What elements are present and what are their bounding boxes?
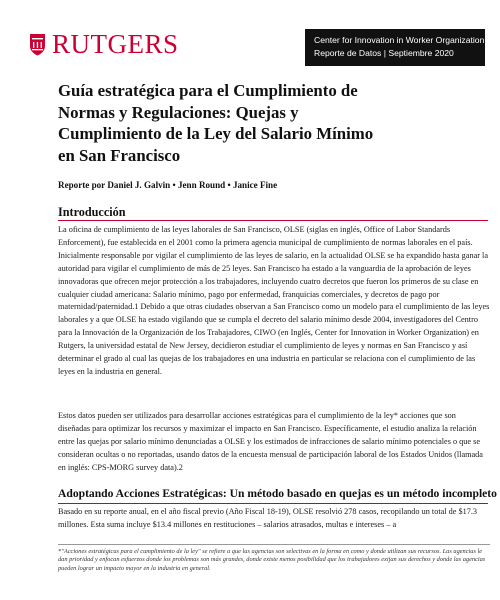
badge-organization: Center for Innovation in Worker Organization [314, 35, 485, 45]
rutgers-logo [29, 31, 179, 58]
footnote-divider [58, 544, 490, 545]
report-badge [305, 29, 485, 66]
authors-line: Reporte por Daniel J. Galvin • Jenn Round • Janice Fine [58, 180, 278, 190]
document-title: Guía estratégica para el Cumplimiento de Normas y Regulaciones: Quejas y Cumplimiento de la Ley del Salario Mínimo en San Francisco [58, 81, 374, 165]
intro-paragraph-1: La oficina de cumplimiento de las leyes laborales de San Francisco, OLSE (siglas en inglés, Office of Labor Standards Enforcement), fue establecida en el 2001 como la primera agencia municipal de cumplimiento de normas laborales en el país. Inicialmente responsable por vigilar el cumplimiento de las leyes de salario, en la actualidad OLSE se ha expandido hasta ganar la autoridad para vigilar el cumplimiento de más de 25 leyes. San Francisco ha estado a la vanguardia de la aprobación de leyes innovadoras que ofrecen mejor protección a los trabajadores, incluyendo cuatro decretos que fueron los primeros de su clase en cualquier ciudad americana: Salario mínimo, pago por enfermedad, franquicias comerciales, y decretos de pago por maternidad/paternidad.1 Debido a que otras ciudades observan a San Francisco como un modelo para el cumplimiento de las leyes laborales y a que OLSE ha estado vigilando que se cumpla el decreto del salario mínimo desde 2004, investigadores del Centro para la Innovación de la Organización de los Trabajadores, CIWO (en Inglés, Center for Innovation in Worker Organization) en Rutgers, la universidad estatal de New Jersey, decidieron estudiar el cumplimiento de leyes y normas en San Francisco y así determinar el grado al cual las quejas de los trabajadores en una industria en particular se relaciona con el cumplimiento de las leyes en la industria en general. [58, 225, 490, 376]
intro-paragraph-2: Estos datos pueden ser utilizados para desarrollar acciones estratégicas para el cumplimiento de la ley* acciones que son diseñadas para optimizar los recursos y maximizar el impacto en San Francisco. Específicamente, el estudio analiza la relación entre las quejas por salario mínimo denunciadas a OLSE y los estimados de infracciones de salario mínimo potenciales o que se consideran ocultas o no reportadas, usando datos de la encuesta mensual de participación laboral de los Estados Unidos (llamada en inglés: CPS-MORG survey data).2 [58, 411, 483, 472]
footnote: *"Acciones estratégicas para el cumplimiento de la ley" se refiere a que las agencias son selectivas en la forma en como y donde utilizan sus recursos. Las agencias le dan prioridad y enfocan esfuerzos donde los problemas son más grandes, donde existe menos posibilidad que los trabajadores exijan sus derechos y donde las agencias pueden lograr un impacto mayor en la industria en general. [58, 548, 486, 572]
section-2-divider [58, 503, 488, 504]
intro-heading: Introducción [58, 205, 126, 219]
intro-divider [58, 220, 488, 221]
rutgers-shield-icon [29, 33, 46, 56]
section-2-paragraph: Basado en su reporte anual, en el año fiscal previo (Año Fiscal 18-19), OLSE resolvió 278 casos, recopilando un total de $17.3 millones. Esta suma incluye $13.4 millones en restituciones – salarios atrasados, multas e intereses – a [58, 507, 478, 529]
rutgers-wordmark: RUTGERS [52, 29, 179, 59]
section-2-heading: Adoptando Acciones Estratégicas: Un método basado en quejas es un método incompleto [58, 487, 497, 500]
badge-report-date: Reporte de Datos | Septiembre 2020 [314, 48, 454, 58]
